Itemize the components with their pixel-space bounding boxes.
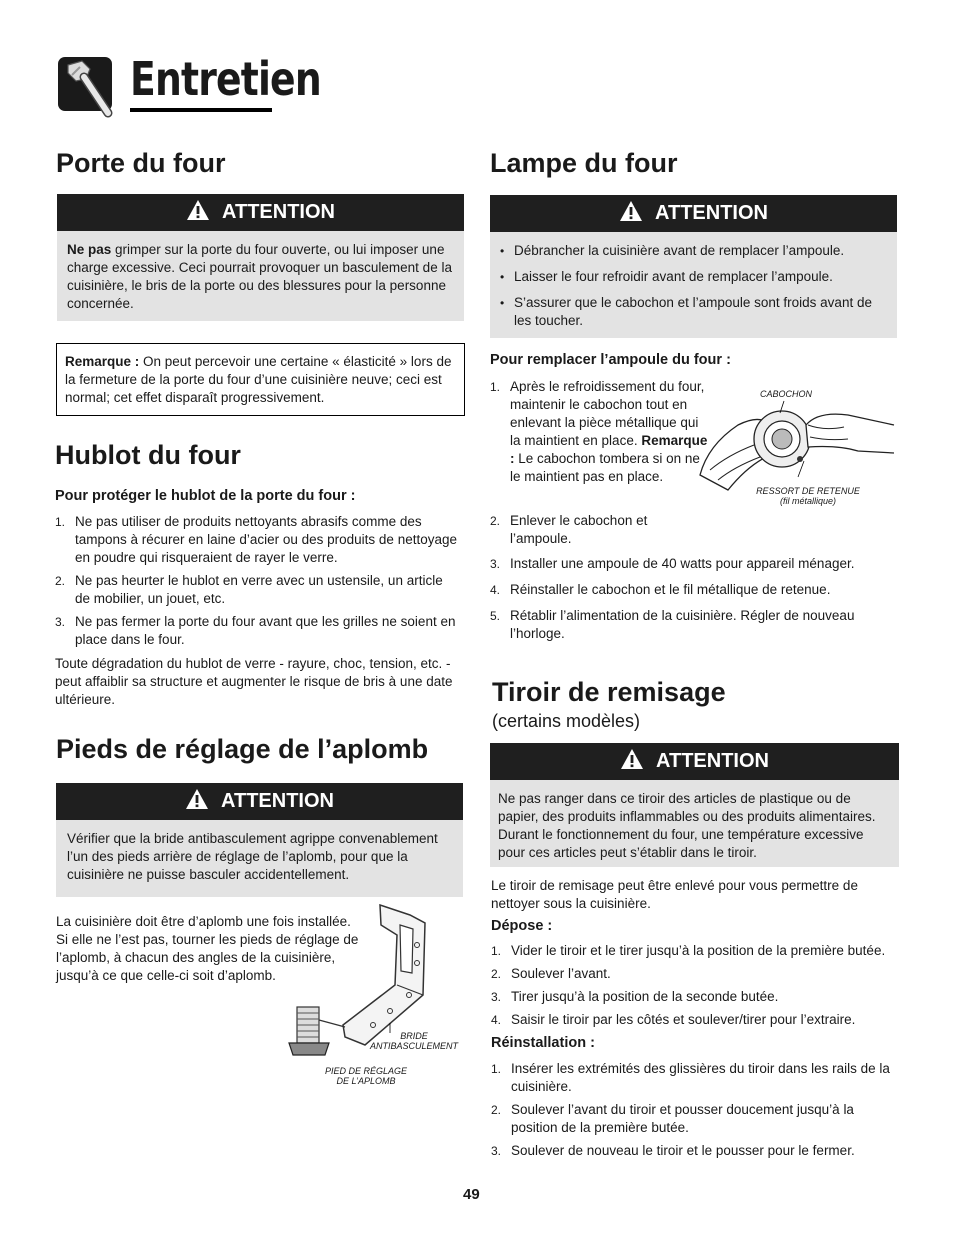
- warning-text: grimper sur la porte du four ouverte, ou lui imposer une charge excessive. Ceci pourrait provoquer un basculement de la cuisinière, le bris de la porte ou des blessures pour la personne concernée.: [67, 242, 452, 311]
- page-title: Entretien: [130, 52, 321, 106]
- hublot-list: [55, 513, 460, 654]
- list-item: 4. Saisir le tiroir par les côtés et soulever/tirer pour l’extraire.: [491, 1012, 856, 1027]
- pieds-warning-box: Vérifier que la bride antibasculement agrippe convenablement l’un des pieds arrière de réglage de l’aplomb, pour que la cuisinière ne puisse basculer accidentellement.: [56, 820, 463, 897]
- header-icon-box: [56, 55, 116, 115]
- list-item: 2. Soulever l’avant.: [491, 966, 611, 981]
- pieds-paragraph: La cuisinière doit être d’aplomb une fois installée. Si elle ne l’est pas, tourner les pieds de réglage de l’aplomb, à chacun des angles de la cuisinière, jusqu’à ce que celle-ci soit d’aplomb.: [56, 914, 359, 983]
- list-item: 1. Insérer les extrémités des glissières du tiroir dans les rails de la cuisinière.: [491, 1061, 890, 1094]
- attention-label: ATTENTION: [221, 790, 334, 812]
- list-item: 3. Tirer jusqu’à la position de la seconde butée.: [491, 989, 779, 1004]
- depose-list: [491, 942, 891, 1034]
- list-item: • S’assurer que le cabochon et l’ampoule sont froids avant de les toucher.: [500, 295, 872, 328]
- label-pied: PIED DE RÉGLAGE DE L’APLOMB: [324, 1066, 408, 1086]
- note-text: On peut percevoir une certaine « élasticité » lors de la fermeture de la porte du four d’une cuisinière neuve; ceci est normal; cet effet disparaît progressivement.: [65, 354, 452, 405]
- attention-label: ATTENTION: [656, 750, 769, 772]
- depose-title: Dépose :: [491, 918, 553, 934]
- porte-attention-bar: [57, 194, 464, 231]
- reinst-list: [491, 1060, 891, 1165]
- warning-icon: [620, 748, 644, 776]
- tiroir-title: Tiroir de remisage: [492, 677, 726, 707]
- porte-title: Porte du four: [56, 148, 226, 178]
- warning-bold: Ne pas: [67, 242, 112, 257]
- list-item: 1. Vider le tiroir et le tirer jusqu’à la position de la première butée.: [491, 943, 886, 958]
- attention-label: ATTENTION: [222, 201, 335, 223]
- title-rule: [130, 108, 272, 112]
- label-bride: BRIDE ANTIBASCULEMENT: [369, 1031, 458, 1051]
- lamp-illustration: [698, 395, 898, 495]
- tiroir-attention-bar: [490, 743, 899, 780]
- pieds-title: Pieds de réglage de l’aplomb: [56, 734, 429, 764]
- lampe-subtitle: Pour remplacer l’ampoule du four :: [490, 352, 731, 368]
- lampe-step-2: 2. Enlever le cabochon et l’ampoule.: [490, 513, 648, 546]
- list-item: 2. Soulever l’avant du tiroir et pousser doucement jusqu’à la position de la première butée.: [491, 1102, 854, 1135]
- wrench-icon: [56, 55, 118, 121]
- lampe-step-1: 1. Après le refroidissement du four, maintenir le cabochon tout en enlevant la pièce métallique qui la maintient en place. Remarque : Le cabochon tombera si on ne le maintient pas en place.: [490, 379, 708, 484]
- list-item: 4. Réinstaller le cabochon et le fil métallique de retenue.: [490, 582, 831, 597]
- hublot-title: Hublot du four: [55, 440, 241, 470]
- list-item: 3. Soulever de nouveau le tiroir et le pousser pour le fermer.: [491, 1143, 855, 1158]
- list-item: 3. Ne pas fermer la porte du four avant que les grilles ne soient en place dans le four.: [55, 614, 456, 647]
- hublot-paragraph: Toute dégradation du hublot de verre - rayure, choc, tension, etc. - peut affaiblir sa structure et augmenter le risque de bris à une date ultérieure.: [55, 656, 453, 707]
- hublot-subtitle: Pour protéger le hublot de la porte du four :: [55, 488, 356, 504]
- porte-warning-box: [57, 231, 464, 321]
- list-item: • Laisser le four refroidir avant de remplacer l’ampoule.: [500, 269, 833, 284]
- pieds-attention-bar: [56, 783, 463, 820]
- porte-note-box: [56, 343, 465, 416]
- attention-label: ATTENTION: [655, 202, 768, 224]
- list-item: 3. Installer une ampoule de 40 watts pour appareil ménager.: [490, 556, 855, 571]
- note-bold: Remarque :: [65, 354, 140, 369]
- list-item: 2. Ne pas heurter le hublot en verre avec un ustensile, un article de mobilier, un jouet, etc.: [55, 573, 443, 606]
- lampe-warning-box: [490, 232, 897, 338]
- label-cabochon: CABOCHON: [759, 389, 812, 399]
- lampe-title: Lampe du four: [490, 148, 678, 178]
- list-item: 1. Ne pas utiliser de produits nettoyants abrasifs comme des tampons à récurer en laine d’acier ou des produits de nettoyage en poudre qui risqueraient de rayer le verre.: [55, 514, 457, 565]
- list-item: • Débrancher la cuisinière avant de remplacer l’ampoule.: [500, 243, 845, 258]
- warning-icon: [185, 788, 209, 816]
- tiroir-warning-box: Ne pas ranger dans ce tiroir des articles de plastique ou de papier, des produits inflammables ou des produits alimentaires. Durant le fonctionnement du four, une température excessive pour ces articles peut s’établir dans le tiroir.: [490, 780, 899, 867]
- page-number: 49: [463, 1186, 480, 1203]
- tiroir-paragraph: Le tiroir de remisage peut être enlevé pour vous permettre de nettoyer sous la cuisinière.: [491, 878, 858, 911]
- label-ressort: RESSORT DE RETENUE (fil métallique): [756, 486, 860, 506]
- warning-icon: [619, 200, 643, 228]
- list-item: 5. Rétablir l’alimentation de la cuisinière. Régler de nouveau l’horloge.: [490, 608, 855, 641]
- lampe-attention-bar: [490, 195, 897, 232]
- warning-icon: [186, 199, 210, 227]
- lampe-list: [490, 555, 870, 648]
- tiroir-subtitle: (certains modèles): [492, 711, 641, 731]
- reinst-title: Réinstallation :: [491, 1035, 595, 1051]
